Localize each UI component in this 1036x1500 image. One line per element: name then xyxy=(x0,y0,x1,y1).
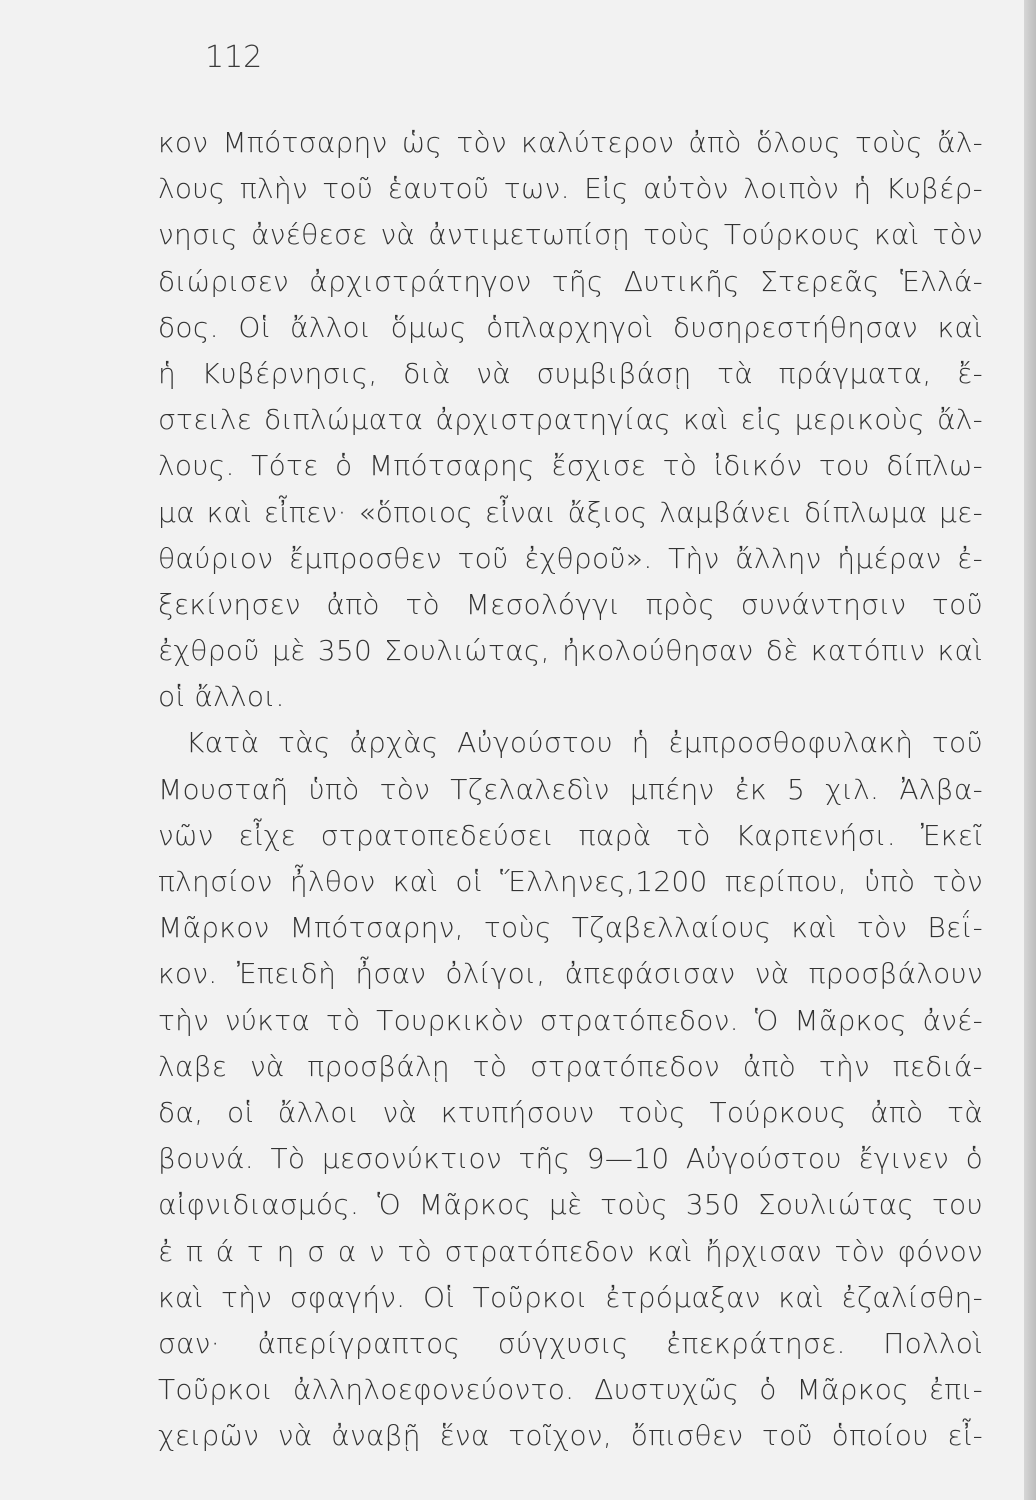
text-line: οἱ ἄλλοι. xyxy=(158,680,285,714)
page-edge xyxy=(1024,0,1036,1500)
text-line: νησις ἀνέθεσε νὰ ἀντιμετωπίσῃ τοὺς Τούρκους καὶ τὸν xyxy=(158,218,983,252)
text-line: λους πλὴν τοῦ ἑαυτοῦ των. Εἰς αὐτὸν λοιπὸν ἡ Κυβέρ- xyxy=(158,172,983,206)
text-line: λαβε νὰ προσβάλῃ τὸ στρατόπεδον ἀπὸ τὴν πεδιά- xyxy=(158,1049,983,1083)
text-line: κον. Ἐπειδὴ ἦσαν ὀλίγοι, ἀπεφάσισαν νὰ προσβάλουν xyxy=(158,957,983,991)
text-line: πλησίον ἦλθον καὶ οἱ Ἕλληνες,1200 περίπου, ὑπὸ τὸν xyxy=(158,865,983,898)
text-line: τὴν νύκτα τὸ Τουρκικὸν στρατόπεδον. Ὁ Μᾶρκος ἀνέ- xyxy=(158,1003,983,1037)
text-line: Μουσταῆ ὑπὸ τὸν Τζελαλεδὶν μπέην ἐκ 5 χιλ. Ἀλβα- xyxy=(158,772,983,806)
text-line: αἰφνιδιασμός. Ὁ Μᾶρκος μὲ τοὺς 350 Σουλιώτας του xyxy=(158,1188,983,1222)
text-line: δα, οἱ ἄλλοι νὰ κτυπήσουν τοὺς Τούρκους ἀπὸ τὰ xyxy=(158,1095,983,1129)
text-line: ἐχθροῦ μὲ 350 Σουλιώτας, ἠκολούθησαν δὲ κατόπιν καὶ xyxy=(158,634,983,668)
text-line: κον Μπότσαρην ὡς τὸν καλύτερον ἀπὸ ὅλους τοὺς ἄλ- xyxy=(158,126,983,159)
text-line: μα καὶ εἶπεν· «ὅποιος εἶναι ἄξιος λαμβάνει δίπλωμα με- xyxy=(158,495,983,529)
text-line: λους. Τότε ὁ Μπότσαρης ἔσχισε τὸ ἰδικόν του δίπλω- xyxy=(158,449,983,483)
text-line: καὶ τὴν σφαγήν. Οἱ Τοῦρκοι ἐτρόμαξαν καὶ ἐζαλίσθη- xyxy=(158,1280,983,1314)
text-line: Τοῦρκοι ἀλληλοεφονεύοντο. Δυστυχῶς ὁ Μᾶρκος ἐπι- xyxy=(158,1373,983,1407)
text-line: σαν· ἀπερίγραπτος σύγχυσις ἐπεκράτησε. Πολλοὶ xyxy=(158,1326,983,1360)
text-line: ἐ π ά τ η σ α ν τὸ στρατόπεδον καὶ ἤρχισαν τὸν φόνον xyxy=(158,1234,983,1268)
text-line: δος. Οἱ ἄλλοι ὅμως ὁπλαρχηγοὶ δυσηρεστήθησαν καὶ xyxy=(158,310,983,344)
text-line: χειρῶν νὰ ἀναβῇ ἕνα τοῖχον, ὄπισθεν τοῦ ὁποίου εἶ- xyxy=(158,1419,983,1453)
text-line: Μᾶρκον Μπότσαρην, τοὺς Τζαβελλαίους καὶ τὸν Βεΐ- xyxy=(158,911,983,945)
text-line: βουνά. Τὸ μεσονύκτιον τῆς 9—10 Αὐγούστου ἔγινεν ὁ xyxy=(158,1142,983,1176)
text-line: στειλε διπλώματα ἀρχιστρατηγίας καὶ εἰς μερικοὺς ἄλ- xyxy=(158,403,983,437)
text-line: ξεκίνησεν ἀπὸ τὸ Μεσολόγγι πρὸς συνάντησιν τοῦ xyxy=(158,587,983,621)
text-line: θαύριον ἔμπροσθεν τοῦ ἐχθροῦ». Τὴν ἄλλην ἡμέραν ἐ- xyxy=(158,541,983,575)
text-line: ἡ Κυβέρνησις, διὰ νὰ συμβιβάσῃ τὰ πράγματα, ἔ- xyxy=(158,356,983,390)
paragraph xyxy=(158,720,983,1459)
text-line: Κατὰ τὰς ἀρχὰς Αὐγούστου ἡ ἐμπροσθοφυλακὴ τοῦ xyxy=(186,726,983,760)
page-number: 112 xyxy=(205,40,263,75)
body-text xyxy=(158,120,983,1459)
paragraph xyxy=(158,120,983,720)
text-line: νῶν εἶχε στρατοπεδεύσει παρὰ τὸ Καρπενήσι. Ἐκεῖ xyxy=(158,818,983,852)
text-line: διώρισεν ἀρχιστράτηγον τῆς Δυτικῆς Στερεᾶς Ἑλλά- xyxy=(158,264,983,298)
